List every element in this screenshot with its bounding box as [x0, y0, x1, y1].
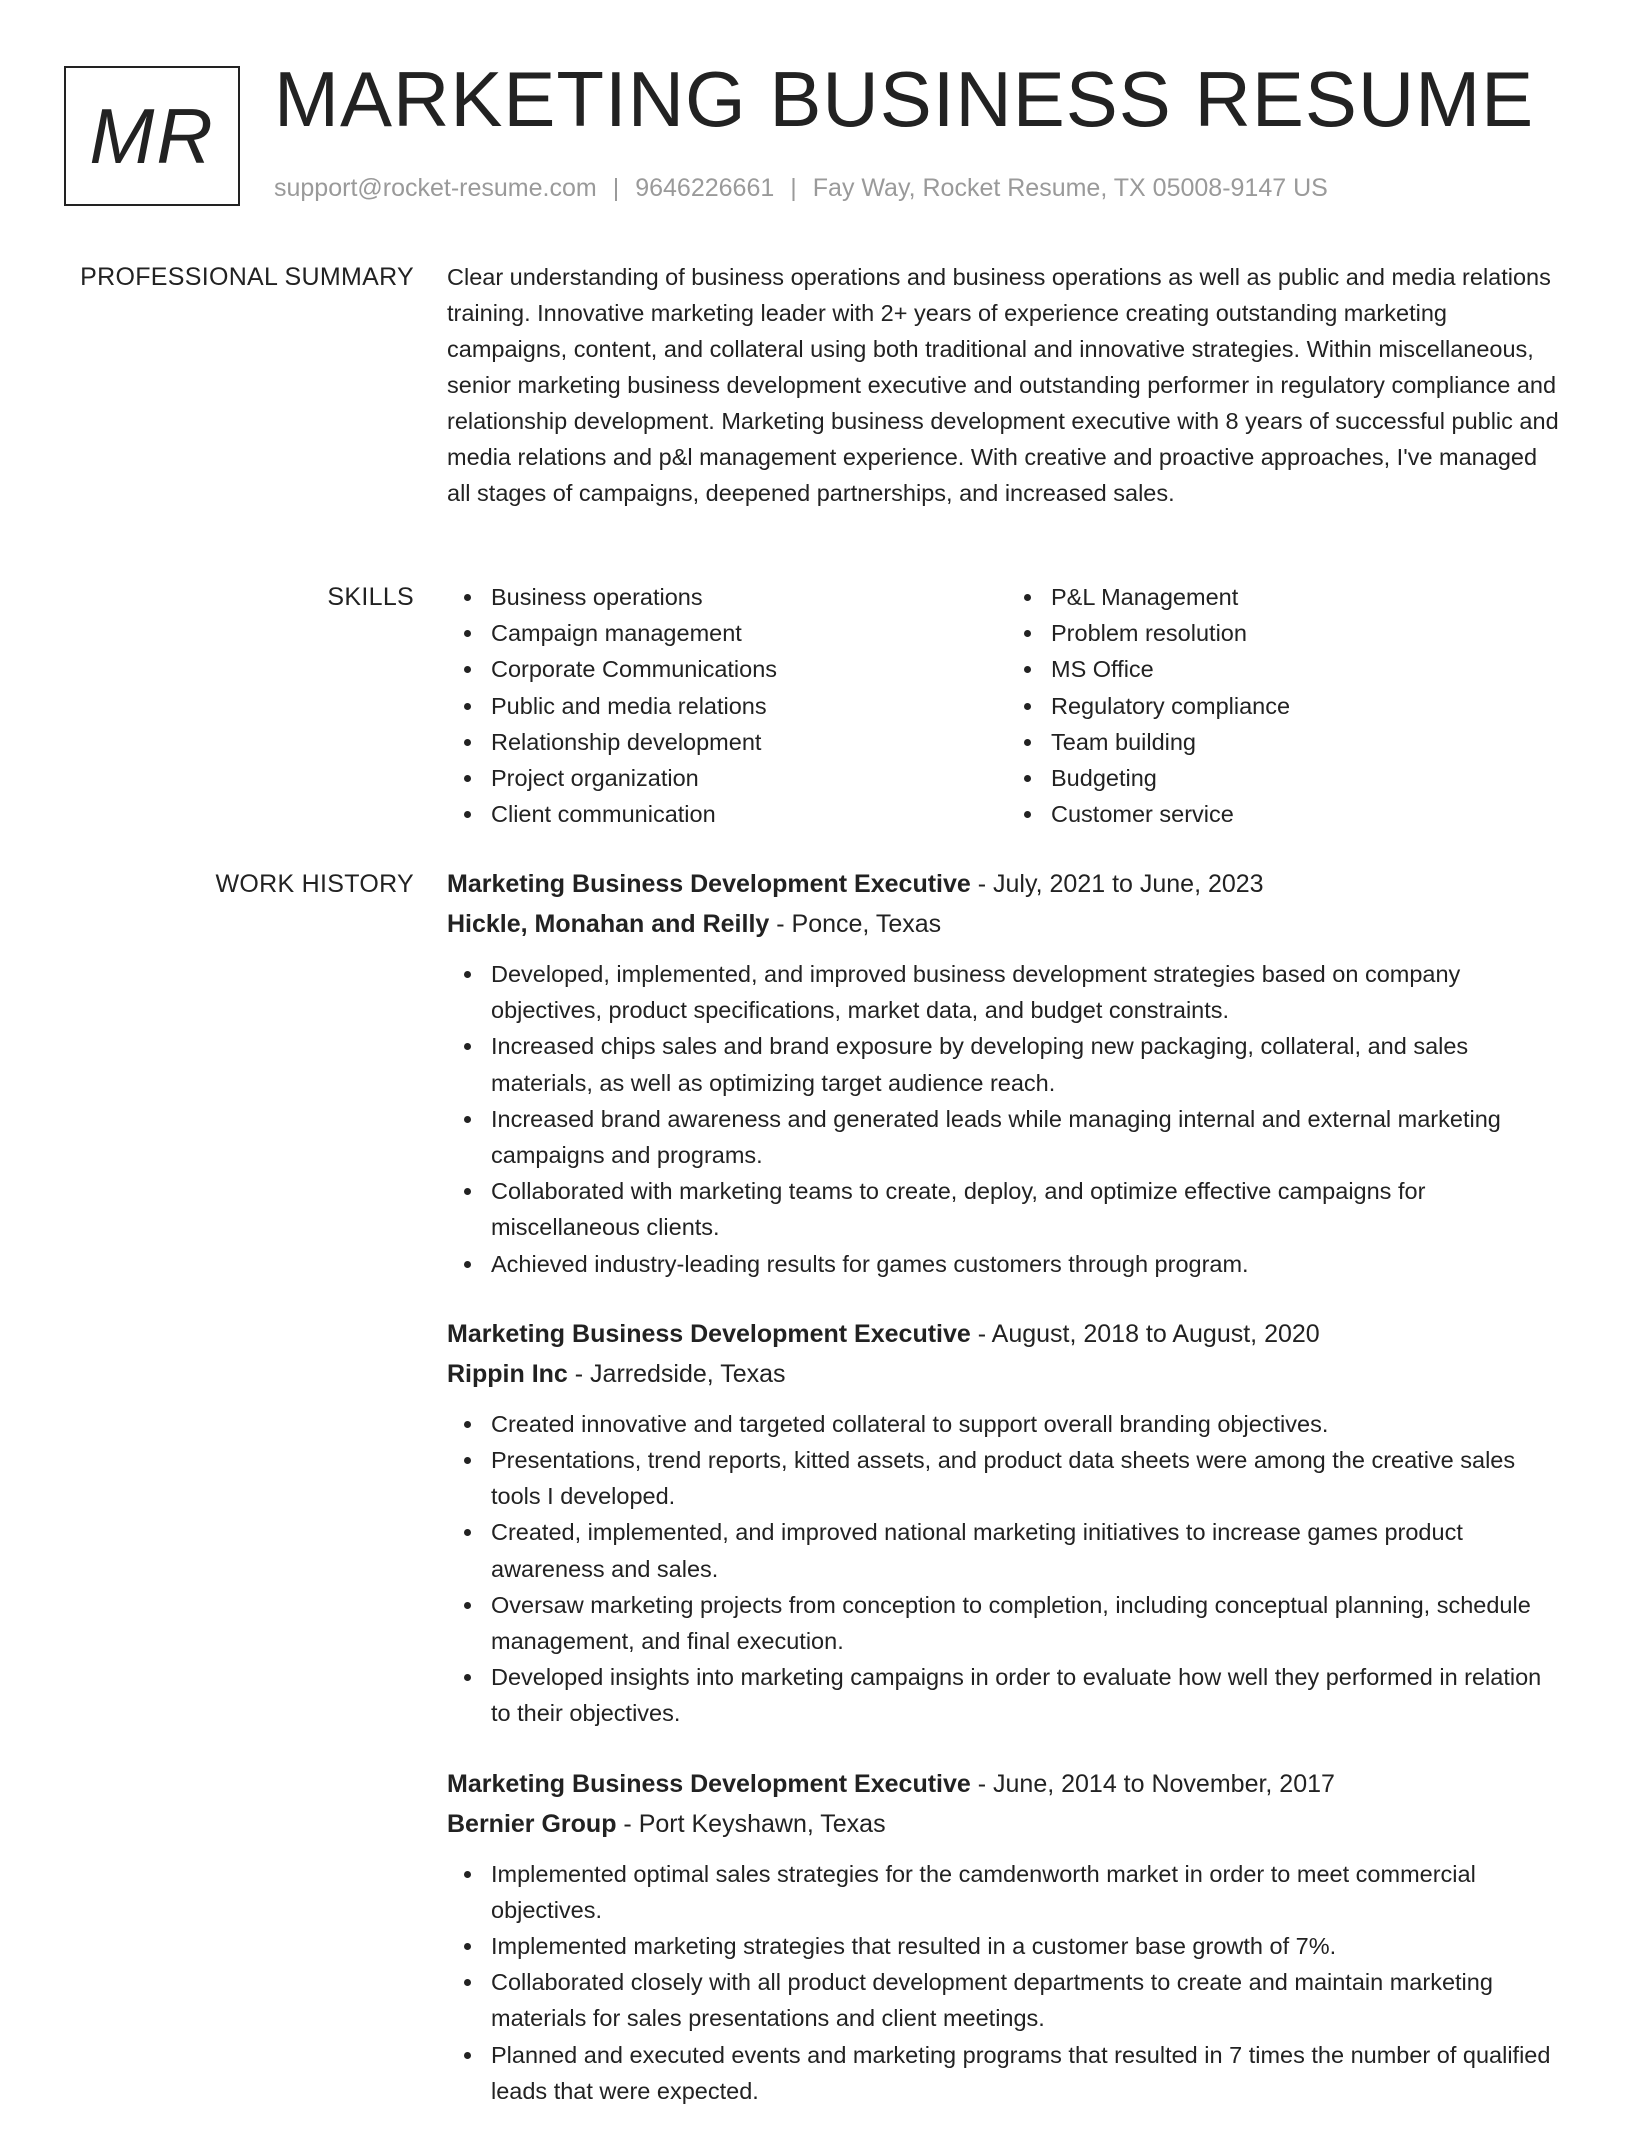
- skill-item: Budgeting: [1051, 760, 1567, 796]
- monogram-logo: MR: [64, 66, 240, 206]
- skills-body: [447, 579, 1567, 832]
- skill-item: Team building: [1051, 724, 1567, 760]
- job-bullet: Oversaw marketing projects from conception to completion, including conceptual planning, schedule management, and final execution.: [491, 1587, 1567, 1659]
- skills-label: SKILLS: [327, 583, 414, 611]
- skill-item: MS Office: [1051, 651, 1567, 687]
- contact-separator: |: [790, 174, 797, 202]
- job-company: Hickle, Monahan and Reilly: [447, 910, 770, 938]
- job-dates: August, 2018 to August, 2020: [991, 1319, 1320, 1348]
- job-entry: [447, 1314, 1567, 1732]
- job-dash: -: [769, 910, 792, 938]
- skills-columns: [447, 579, 1567, 832]
- job-dash: -: [616, 1809, 639, 1838]
- job-bullet: Increased brand awareness and generated leads while managing internal and external marketing campaigns and programs.: [491, 1101, 1567, 1173]
- skill-item: Corporate Communications: [491, 651, 1007, 687]
- job-dash: -: [970, 1769, 994, 1798]
- skills-right-column: [1007, 579, 1567, 832]
- job-bullets: [447, 956, 1567, 1282]
- skill-item: Business operations: [491, 579, 1007, 615]
- job-title: Marketing Business Development Executive: [447, 1769, 971, 1798]
- job-company-line: [447, 904, 1567, 944]
- job-bullet: Created, implemented, and improved national marketing initiatives to increase games product awareness and sales.: [491, 1514, 1567, 1586]
- job-bullets: [447, 1856, 1567, 2109]
- skill-item: Campaign management: [491, 615, 1007, 651]
- job-title: Marketing Business Development Executive: [447, 870, 971, 898]
- job-location: Port Keyshawn, Texas: [638, 1809, 886, 1838]
- summary-body: [447, 259, 1567, 511]
- skills-left-column: [447, 579, 1007, 832]
- job-dash: -: [970, 1319, 992, 1348]
- job-title-line: [447, 1314, 1567, 1354]
- skill-item: Regulatory compliance: [1051, 688, 1567, 724]
- job-bullet: Implemented marketing strategies that resulted in a customer base growth of 7%.: [491, 1928, 1567, 1964]
- skill-item: Public and media relations: [491, 688, 1007, 724]
- job-bullet: Collaborated with marketing teams to create, deploy, and optimize effective campaigns for miscellaneous clients.: [491, 1173, 1567, 1245]
- job-bullet: Planned and executed events and marketing programs that resulted in 7 times the number of qualified leads that were expected.: [491, 2037, 1567, 2109]
- job-bullet: Increased chips sales and brand exposure by developing new packaging, collateral, and sales materials, as well as optimizing target audience reach.: [491, 1028, 1567, 1100]
- contact-address: Fay Way, Rocket Resume, TX 05008-9147 US: [812, 174, 1328, 202]
- skill-item: Project organization: [491, 760, 1007, 796]
- job-location: Jarredside, Texas: [590, 1359, 786, 1388]
- skill-item: Problem resolution: [1051, 615, 1567, 651]
- job-title-line: [447, 864, 1567, 904]
- job-bullet: Achieved industry-leading results for games customers through program.: [491, 1246, 1567, 1282]
- job-dates: June, 2014 to November, 2017: [993, 1769, 1335, 1798]
- job-entry: [447, 864, 1567, 1282]
- contact-phone: 9646226661: [635, 174, 775, 202]
- job-bullet: Created innovative and targeted collateral to support overall branding objectives.: [491, 1406, 1567, 1442]
- job-bullet: Developed, implemented, and improved business development strategies based on company objectives, product specifications, market data, and budget constraints.: [491, 956, 1567, 1028]
- work-history-body: [447, 864, 1567, 2141]
- job-dash: -: [567, 1359, 591, 1388]
- job-bullet: Collaborated closely with all product development departments to create and maintain marketing materials for sales presentations and client meetings.: [491, 1964, 1567, 2036]
- job-bullets: [447, 1406, 1567, 1732]
- job-title: Marketing Business Development Executive: [447, 1319, 971, 1348]
- work-history-label: WORK HISTORY: [215, 870, 414, 898]
- job-entry: [447, 1764, 1567, 2109]
- job-bullet: Implemented optimal sales strategies for the camdenworth market in order to meet commercial objectives.: [491, 1856, 1567, 1928]
- skill-item: P&L Management: [1051, 579, 1567, 615]
- contact-line: [274, 174, 1328, 203]
- job-dash: -: [970, 870, 994, 898]
- job-dates: July, 2021 to June, 2023: [993, 870, 1264, 898]
- job-title-line: [447, 1764, 1567, 1804]
- skill-item: Client communication: [491, 796, 1007, 832]
- job-location: Ponce, Texas: [791, 910, 942, 938]
- job-company: Bernier Group: [447, 1809, 617, 1838]
- summary-text: Clear understanding of business operations and business operations as well as public and media relations training. Innovative marketing leader with 2+ years of experience creating outstanding marketing campaigns, content, and collateral using both traditional and innovative strategies. Within miscellaneous, senior marketing business development executive and outstanding performer in regulatory compliance and relationship development. Marketing business development executive with 8 years of successful public and media relations and p&l management experience. With creative and proactive approaches, I've managed all stages of campaigns, deepened partnerships, and increased sales.: [447, 264, 1559, 506]
- skill-item: Customer service: [1051, 796, 1567, 832]
- job-bullet: Developed insights into marketing campaigns in order to evaluate how well they performed in relation to their objectives.: [491, 1659, 1567, 1731]
- contact-email: support@rocket-resume.com: [274, 174, 597, 202]
- job-bullet: Presentations, trend reports, kitted assets, and product data sheets were among the creative sales tools I developed.: [491, 1442, 1567, 1514]
- resume-title: MARKETING BUSINESS RESUME: [274, 55, 1535, 143]
- job-company-line: [447, 1804, 1567, 1844]
- skill-item: Relationship development: [491, 724, 1007, 760]
- job-company-line: [447, 1354, 1567, 1394]
- summary-label: PROFESSIONAL SUMMARY: [80, 263, 414, 291]
- job-company: Rippin Inc: [447, 1359, 568, 1388]
- contact-separator: |: [612, 174, 620, 202]
